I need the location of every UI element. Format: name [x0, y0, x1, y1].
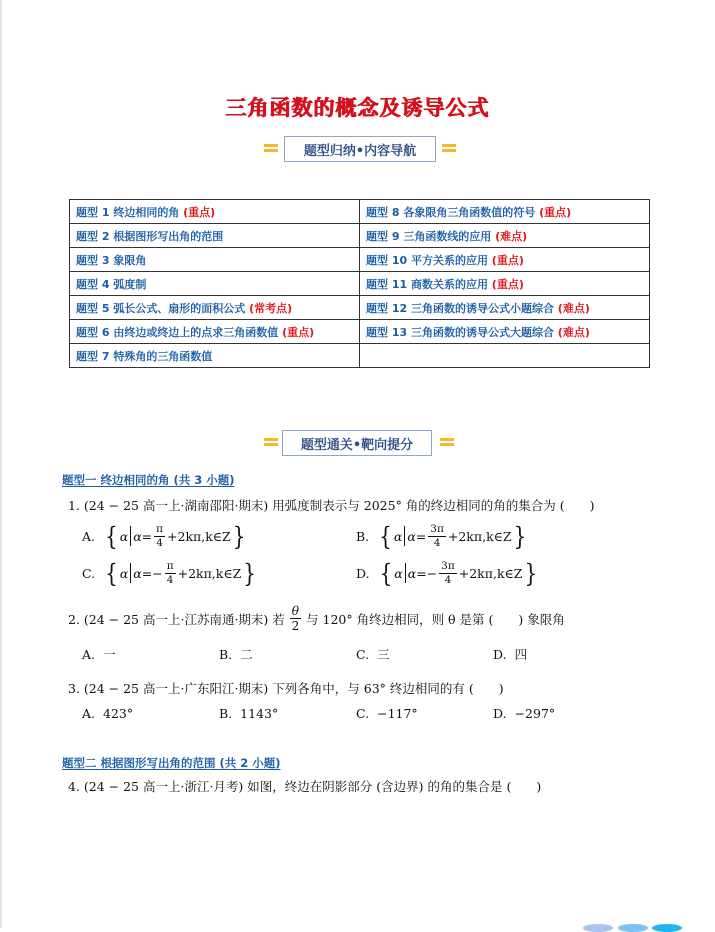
topic-link-5[interactable]: 题型 5 弧长公式、扇形的面积公式 (常考点) [70, 296, 360, 320]
importance-tag: (重点) [539, 205, 572, 219]
question-3-option-c[interactable]: C. −117° [356, 706, 418, 721]
question-4-stem: 4. (24 − 25 高一上·浙江·月考) 如图，终边在阴影部分 (含边界) 的角的集合是 ( ) [68, 779, 542, 794]
banner-decoration-right-icon [440, 438, 454, 446]
question-2-option-c[interactable]: C. 三 [356, 646, 390, 662]
question-1-option-d[interactable]: D. { α α= − $\frac{3\pi}{4}$ +2kπ,k∈Z } [356, 558, 538, 588]
question-2-option-a[interactable]: A. 一 [82, 646, 116, 662]
table-row [70, 224, 650, 248]
importance-tag: (重点) [491, 253, 524, 267]
section-heading-2[interactable]: 题型二 根据图形写出角的范围 (共 2 小题) [62, 756, 281, 770]
importance-tag: (难点) [557, 301, 590, 315]
topic-link-12[interactable]: 题型 12 三角函数的诱导公式小题综合 (难点) [360, 296, 650, 320]
importance-tag: (重点) [282, 325, 315, 339]
question-1-stem: 1. (24 − 25 高一上·湖南邵阳·期末) 用弧度制表示与 2025° 角的终边相同的角的集合为 ( ) [68, 498, 595, 513]
topic-link-4[interactable]: 题型 4 弧度制 [70, 272, 360, 296]
importance-tag: (常考点) [249, 301, 293, 315]
banner-decoration-left-icon [264, 144, 278, 152]
banner-practice [282, 430, 432, 456]
question-3-option-a[interactable]: A. 423° [82, 706, 134, 721]
question-1-option-b[interactable]: B. { α α= $\frac{3\pi}{4}$ +2kπ,k∈Z } [356, 521, 527, 551]
decorative-dot-icon [618, 924, 648, 932]
topic-link-9[interactable]: 题型 9 三角函数线的应用 (难点) [360, 224, 650, 248]
importance-tag: (重点) [491, 277, 524, 291]
page-edge [0, 0, 2, 928]
table-row [70, 248, 650, 272]
topic-link-10[interactable]: 题型 10 平方关系的应用 (重点) [360, 248, 650, 272]
question-3-stem: 3. (24 − 25 高一上·广东阳江·期末) 下列各角中，与 63° 终边相同的有 ( ) [68, 681, 504, 696]
question-3-option-b[interactable]: B. 1143° [219, 706, 279, 721]
empty-cell [360, 344, 650, 368]
set-expression: { α α= − $\frac{3\pi}{4}$ +2kπ,k∈Z } [379, 558, 538, 588]
banner-content-nav [284, 136, 436, 162]
table-row [70, 320, 650, 344]
table-row [70, 296, 650, 320]
table-row [70, 344, 650, 368]
topic-link-3[interactable]: 题型 3 象限角 [70, 248, 360, 272]
topic-link-8[interactable]: 题型 8 各象限角三角函数值的符号 (重点) [360, 200, 650, 224]
set-expression: { α α= − $\frac{\pi}{4}$ +2kπ,k∈Z } [105, 558, 257, 588]
decorative-dot-icon [652, 924, 682, 932]
topic-link-13[interactable]: 题型 13 三角函数的诱导公式大题综合 (难点) [360, 320, 650, 344]
question-1-option-a[interactable]: A. { α α= $\frac{\pi}{4}$ +2kπ,k∈Z } [82, 521, 246, 551]
topic-link-2[interactable]: 题型 2 根据图形写出角的范围 [70, 224, 360, 248]
question-1-option-c[interactable]: C. { α α= − $\frac{\pi}{4}$ +2kπ,k∈Z } [82, 558, 257, 588]
section-heading-1[interactable]: 题型一 终边相同的角 (共 3 小题) [62, 473, 235, 487]
topic-link-11[interactable]: 题型 11 商数关系的应用 (重点) [360, 272, 650, 296]
topic-link-1[interactable]: 题型 1 终边相同的角 (重点) [70, 200, 360, 224]
question-2-option-b[interactable]: B. 二 [219, 646, 253, 662]
set-expression: { α α= $\frac{\pi}{4}$ +2kπ,k∈Z } [105, 521, 246, 551]
question-2-option-d[interactable]: D. 四 [493, 646, 528, 662]
importance-tag: (重点) [183, 205, 216, 219]
importance-tag: (难点) [557, 325, 590, 339]
topic-nav-table [69, 199, 650, 368]
document-title: 三角函数的概念及诱导公式 [225, 96, 490, 120]
decorative-dot-icon [583, 924, 613, 932]
banner-decoration-right-icon [442, 144, 456, 152]
banner-text: 题型通关•靶向提分 [300, 437, 414, 453]
table-row [70, 200, 650, 224]
table-row [70, 272, 650, 296]
question-3-option-d[interactable]: D. −297° [493, 706, 556, 721]
set-expression: { α α= $\frac{3\pi}{4}$ +2kπ,k∈Z } [379, 521, 527, 551]
banner-decoration-left-icon [264, 438, 278, 446]
topic-link-7[interactable]: 题型 7 特殊角的三角函数值 [70, 344, 360, 368]
question-2-stem: 2. (24 − 25 高一上·江苏南通·期末) 若 $\frac{\theta}{2}$ 与 120° 角终边相同，则 θ 是第 ( ) 象限角 [68, 604, 565, 633]
topic-link-6[interactable]: 题型 6 由终边或终边上的点求三角函数值 (重点) [70, 320, 360, 344]
importance-tag: (难点) [495, 229, 528, 243]
banner-text: 题型归纳•内容导航 [303, 143, 417, 159]
